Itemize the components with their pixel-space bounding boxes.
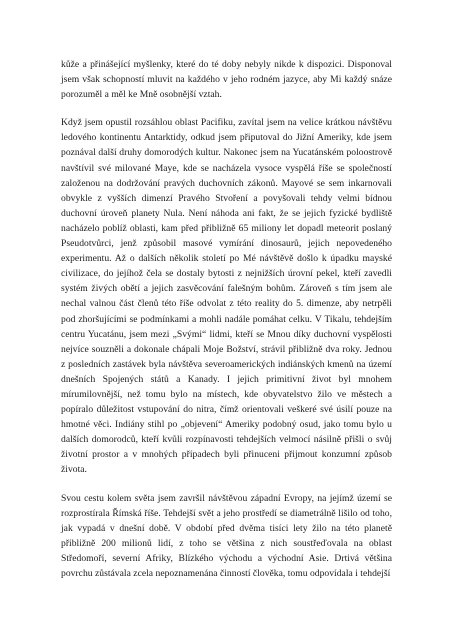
document-body xyxy=(61,57,392,581)
paragraph-3: Svou cestu kolem světa jsem završil návštěvou západní Evropy, na jejímž území se rozprostírala Římská říše. Tehdejší svět a jeho prostředí se diametrálně lišilo od toho, jak vypadá v dnešní době. V období před dvěma tisíci lety žilo na této planetě přibližně 200 milionů lidí, z toho se většina z nich soustřeďovala na oblast Středomoří, severní Afriky, Blízkého východu a východní Asie. Drtivá většina povrchu zůstávala zcela nepoznamenána činností člověka, tomu odpovídala i tehdejší xyxy=(61,492,392,579)
paragraph-2: Když jsem opustil rozsáhlou oblast Pacifiku, zavítal jsem na velice krátkou návštěvu ledového kontinentu Antarktidy, odkud jsem připutoval do Jižní Ameriky, kde jsem poznával další druhy domorodých kultur. Nakonec jsem na Yucatánském poloostrově navštívil své milované Maye, kde se nacházela vysoce vyspělá říše se společností založenou na dodržování pravých duchovních zákonů. Mayové se sem inkarnovali obvykle z vyšších dimenzí Pravého Stvoření a povyšovali tehdy velmi bídnou duchovní úroveň planety Nula. Není náhoda ani fakt, že se jejich fyzické bydliště nacházelo poblíž oblasti, kam před přibližně 65 miliony let dopadl meteorit poslaný Pseudotvůrci, jenž způsobil masové vymírání dinosaurů, jejich nepovedeného experimentu. Až o dalších několik století po Mé návštěvě došlo k úpadku mayské civilizace, do jejíhož čela se dostaly bytosti z nejnižších úrovní pekel, kteří zavedli systém živých obětí a jejich zasvěcování falešným bohům. Zároveň s tím jsem ale nechal valnou část členů této říše odvolat z této reality do 5. dimenze, aby netrpěli pod zhoršujícími se podmínkami a mohli nadále pomáhat celku. V Tikalu, tehdejším centru Yucatánu, jsem mezi „Svými“ lidmi, kteří se Mnou díky duchovní vyspělosti nejvíce souzněli a dokonale chápali Moje Božství, strávil přibližně dva roky. Jednou z posledních zastávek byla návštěva severoamerických indiánských kmenů na území dnešních Spojených států a Kanady. I jejich primitivní život byl mnohem mírumilovnější, než tomu bylo na místech, kde obyvatelstvo žilo ve městech a popíralo důležitost vstupování do nitra, čímž orientovali veškeré své úsilí pouze na hmotné věci. Indiány stihl po „objevení“ Ameriky podobný osud, jako tomu bylo u dalších domorodců, kteří kvůli rozpínavosti tehdejších velmocí násilně přišli o svůj životní prostor a v mnohých případech byli přinuceni přijmout konzumní způsob života. xyxy=(61,117,392,476)
paragraph-1: kůže a přinášející myšlenky, které do té doby nebyly nikde k dispozici. Disponoval jsem však schopností mluvit na každého v jeho rodném jazyce, aby Mi každý snáze porozuměl a měl ke Mně osobnější vztah. xyxy=(61,59,392,101)
